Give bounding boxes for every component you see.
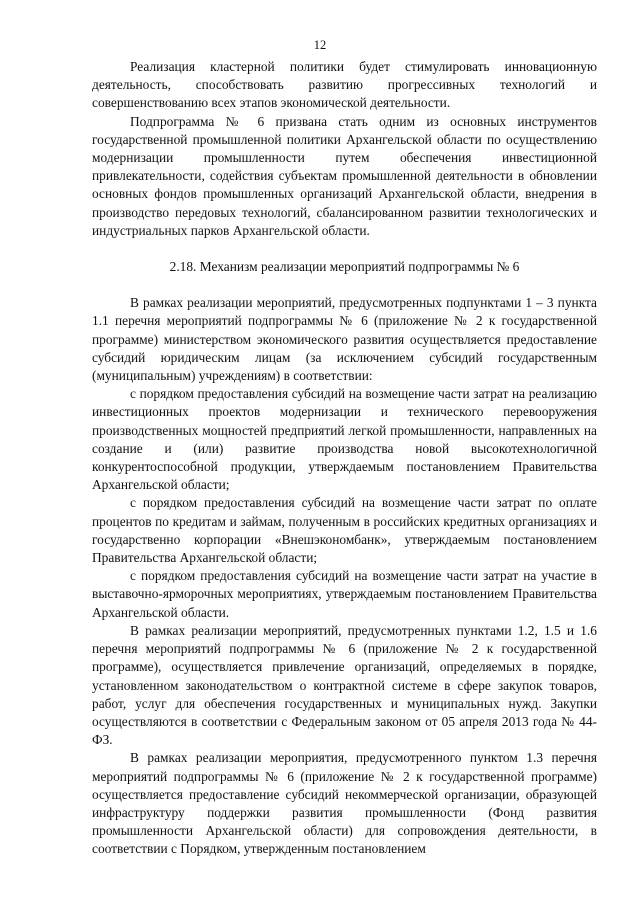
paragraph: В рамках реализации мероприятий, предусмотренных пунктами 1.2, 1.5 и 1.6 перечня мероприятий подпрограммы № 6 (приложение № 2 к государственной программе), осуществляется привлечение организаций, определяемых в порядке, установленном законодательством о контрактной системе в сфере закупок товаров, работ, услуг для обеспечения государственных и муниципальных нужд. Закупки осуществляются в соответствии с Федеральным законом от 05 апреля 2013 года № 44-ФЗ. — [92, 622, 597, 748]
section-heading: 2.18. Механизм реализации мероприятий подпрограммы № 6 — [169, 259, 520, 275]
paragraph: с порядком предоставления субсидий на возмещение части затрат на участие в выставочно-ярморочных мероприятиях, утверждаемым постановлением Правительства Архангельской области. — [92, 568, 597, 620]
paragraph: Реализация кластерной политики будет стимулировать инновационную деятельность, способствовать развитию прогрессивных технологий и совершенствованию всех этапов экономической деятельности. — [92, 59, 597, 111]
paragraph: с порядком предоставления субсидий на возмещение части затрат по оплате процентов по кредитам и займам, полученным в российских кредитных организациях и государственно корпорации «Внешэкономбанк», утверждаемым постановлением Правительства Архангельской области; — [92, 495, 597, 566]
page-number: 12 — [313, 38, 327, 52]
document-body — [92, 58, 597, 859]
paragraph: В рамках реализации мероприятий, предусмотренных подпунктами 1 – 3 пункта 1.1 перечня мероприятий подпрограммы № 6 (приложение № 2 к государственной программе) министерством экономического развития осуществляется предоставление субсидий юридическим лицам (за исключением субсидий государственным (муниципальным) учреждениям) в соответствии: — [92, 295, 597, 384]
paragraph: Подпрограмма № 6 призвана стать одним из основных инструментов государственной промышленной политики Архангельской области по осуществлению модернизации промышленности путем обеспечения инвестиционной привлекательности, содействия субъектам промышленной деятельности в обновлении основных фондов промышленных организаций Архангельской области, внедрения в производство передовых технологий, сбалансированном развитии технологических и индустриальных парков Архангельской области. — [92, 113, 597, 238]
paragraph: В рамках реализации мероприятия, предусмотренного пунктом 1.3 перечня мероприятий подпрограммы № 6 (приложение № 2 к государственной программе) осуществляется предоставление субсидий некоммерческой организации, образующей инфраструктуру поддержки развития промышленности (Фонд развития промышленности Архангельской области) для сопровождения деятельности, в соответствии с Порядком, утвержденным постановлением — [92, 750, 597, 857]
paragraph: с порядком предоставления субсидий на возмещение части затрат на реализацию инвестиционных проектов модернизации и технического перевооружения производственных мощностей предприятий легкой промышленности, направленных на создание и (или) развитие производства новой высокотехнологичной конкурентоспособной продукции, утверждаемым постановлением Правительства Архангельской области; — [92, 386, 597, 493]
